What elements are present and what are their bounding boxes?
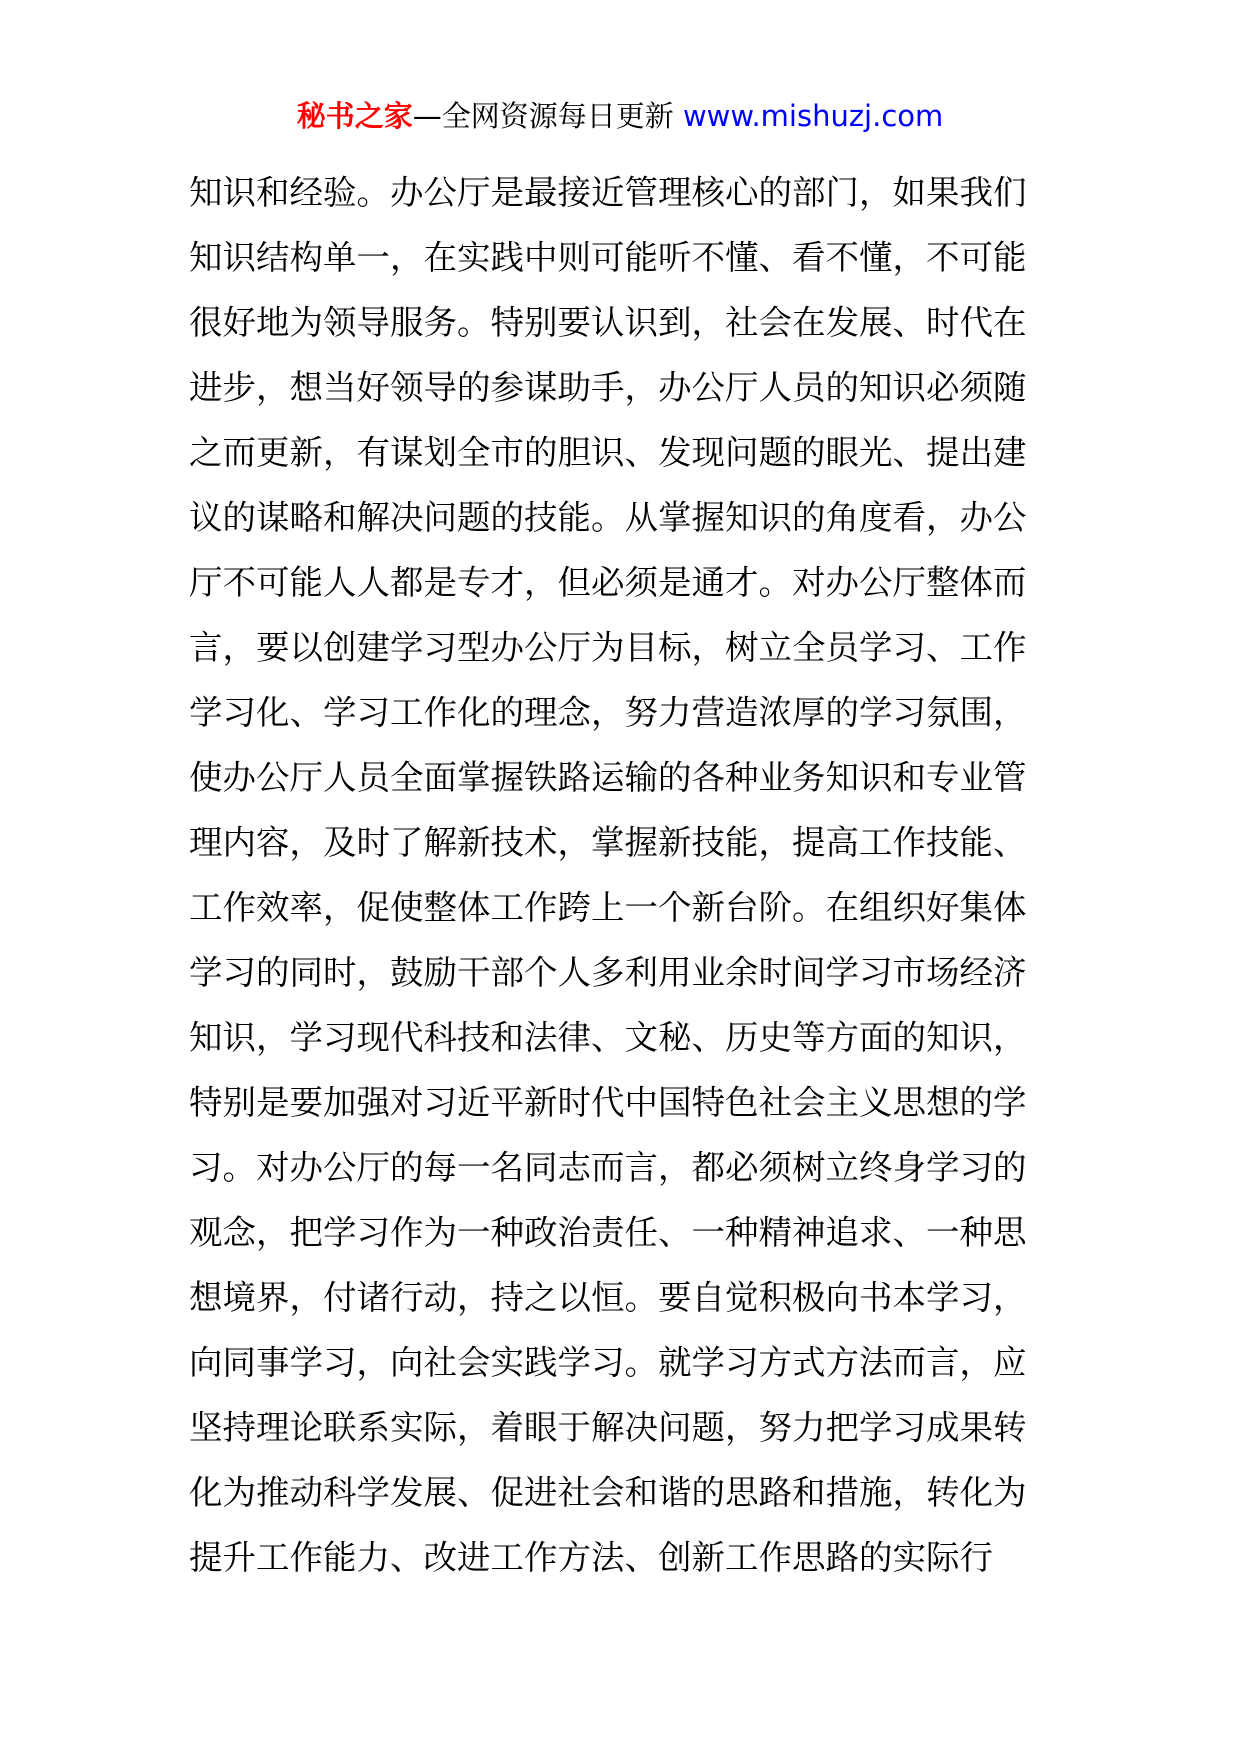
document-body xyxy=(189,160,1059,1590)
text-line: 理内容，及时了解新技术，掌握新技能，提高工作技能、 xyxy=(189,823,1027,862)
text-line: 想境界，付诸行动，持之以恒。要自觉积极向书本学习， xyxy=(189,1278,1027,1317)
text-line: 习。对办公厅的每一名同志而言，都必须树立终身学习的 xyxy=(189,1148,1027,1187)
text-line: 知识和经验。办公厅是最接近管理核心的部门，如果我们 xyxy=(189,173,1027,212)
text-line: 很好地为领导服务。特别要认识到，社会在发展、时代在 xyxy=(189,303,1027,342)
text-line: 知识，学习现代科技和法律、文秘、历史等方面的知识， xyxy=(189,1018,1027,1057)
site-url-link[interactable]: www.mishuzj.com xyxy=(682,99,944,133)
text-line: 议的谋略和解决问题的技能。从掌握知识的角度看，办公 xyxy=(189,498,1027,537)
text-line: 进步，想当好领导的参谋助手，办公厅人员的知识必须随 xyxy=(189,368,1027,407)
text-line: 言，要以创建学习型办公厅为目标，树立全员学习、工作 xyxy=(189,628,1027,667)
page-header xyxy=(0,98,1240,134)
text-line: 特别是要加强对习近平新时代中国特色社会主义思想的学 xyxy=(189,1083,1027,1122)
text-line: 工作效率，促使整体工作跨上一个新台阶。在组织好集体 xyxy=(189,888,1027,927)
brand-name: 秘书之家 xyxy=(296,99,413,133)
text-line: 学习的同时，鼓励干部个人多利用业余时间学习市场经济 xyxy=(189,953,1027,992)
text-line: 观念，把学习作为一种政治责任、一种精神追求、一种思 xyxy=(189,1213,1027,1252)
text-line: 提升工作能力、改进工作方法、创新工作思路的实际行 xyxy=(189,1538,993,1577)
text-line: 知识结构单一，在实践中则可能听不懂、看不懂，不可能 xyxy=(189,238,1027,277)
text-line: 坚持理论联系实际，着眼于解决问题，努力把学习成果转 xyxy=(189,1408,1027,1447)
text-line: 使办公厅人员全面掌握铁路运输的各种业务知识和专业管 xyxy=(189,758,1027,797)
text-line: 厅不可能人人都是专才，但必须是通才。对办公厅整体而 xyxy=(189,563,1027,602)
text-line: 向同事学习，向社会实践学习。就学习方式方法而言，应 xyxy=(189,1343,1027,1382)
text-line: 化为推动科学发展、促进社会和谐的思路和措施，转化为 xyxy=(189,1473,1027,1512)
text-line: 之而更新，有谋划全市的胆识、发现问题的眼光、提出建 xyxy=(189,433,1027,472)
header-tagline: —全网资源每日更新 xyxy=(412,99,683,133)
text-line: 学习化、学习工作化的理念，努力营造浓厚的学习氛围， xyxy=(189,693,1027,732)
